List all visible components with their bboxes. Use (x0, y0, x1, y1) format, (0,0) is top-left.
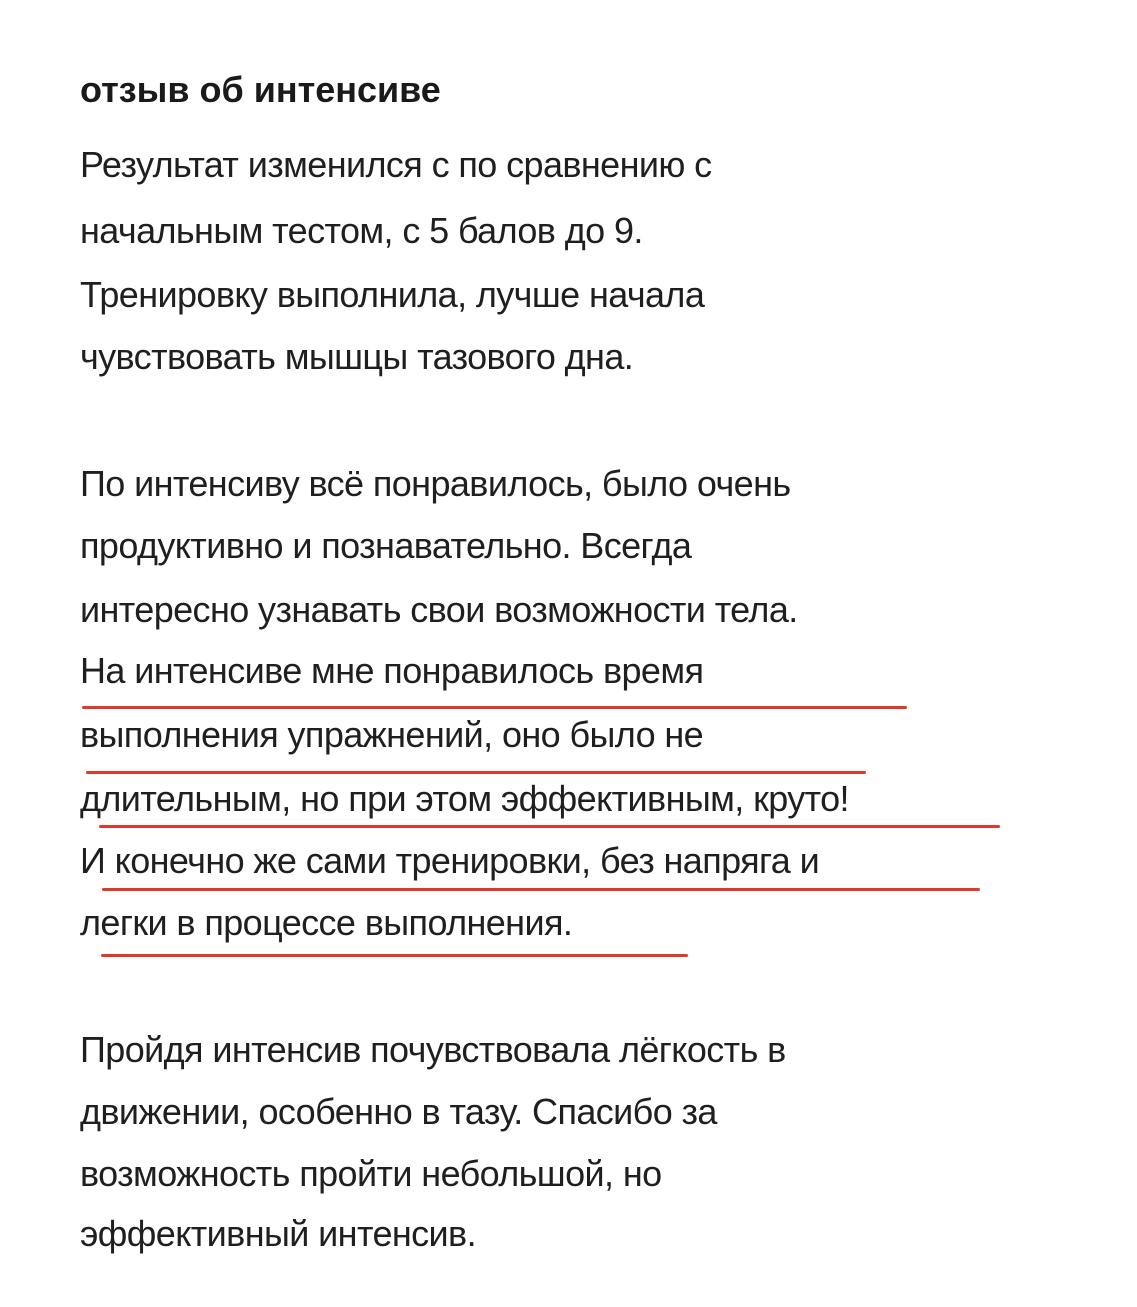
paragraph-2-line-3: интересно узнавать свои возможности тела. (80, 589, 798, 630)
paragraph-3-line-1: Пройдя интенсив почувствовала лёгкость в (80, 1029, 786, 1070)
highlight-underline (86, 771, 866, 774)
highlight-underline (82, 706, 907, 709)
paragraph-2-line-4: На интенсиве мне понравилось время (80, 650, 704, 691)
paragraph-3-line-2: движении, особенно в тазу. Спасибо за (80, 1091, 717, 1132)
paragraph-2-line-8: легки в процессе выполнения. (80, 902, 573, 943)
paragraph-2-line-5: выполнения упражнений, оно было не (80, 714, 704, 755)
review-title: отзыв об интенсиве (80, 69, 441, 110)
paragraph-1-line-3: Тренировку выполнила, лучше начала (80, 274, 705, 315)
paragraph-2-line-1: По интенсиву всё понравилось, было очень (80, 463, 791, 504)
paragraph-1-line-4: чувствовать мышцы тазового дна. (80, 336, 634, 377)
highlight-underline (101, 954, 688, 957)
paragraph-3-line-3: возможность пройти небольшой, но (80, 1153, 662, 1194)
paragraph-2-line-7: И конечно же сами тренировки, без напряга и (80, 840, 820, 881)
paragraph-2-line-2: продуктивно и познавательно. Всегда (80, 525, 692, 566)
highlight-underline (102, 888, 980, 891)
highlight-underline (99, 825, 1000, 828)
paragraph-1-line-2: начальным тестом, с 5 балов до 9. (80, 210, 643, 251)
paragraph-2-line-6: длительным, но при этом эффективным, круто! (80, 778, 849, 819)
paragraph-3-line-4: эффективный интенсив. (80, 1213, 476, 1254)
paragraph-1-line-1: Результат изменился с по сравнению с (80, 144, 712, 185)
